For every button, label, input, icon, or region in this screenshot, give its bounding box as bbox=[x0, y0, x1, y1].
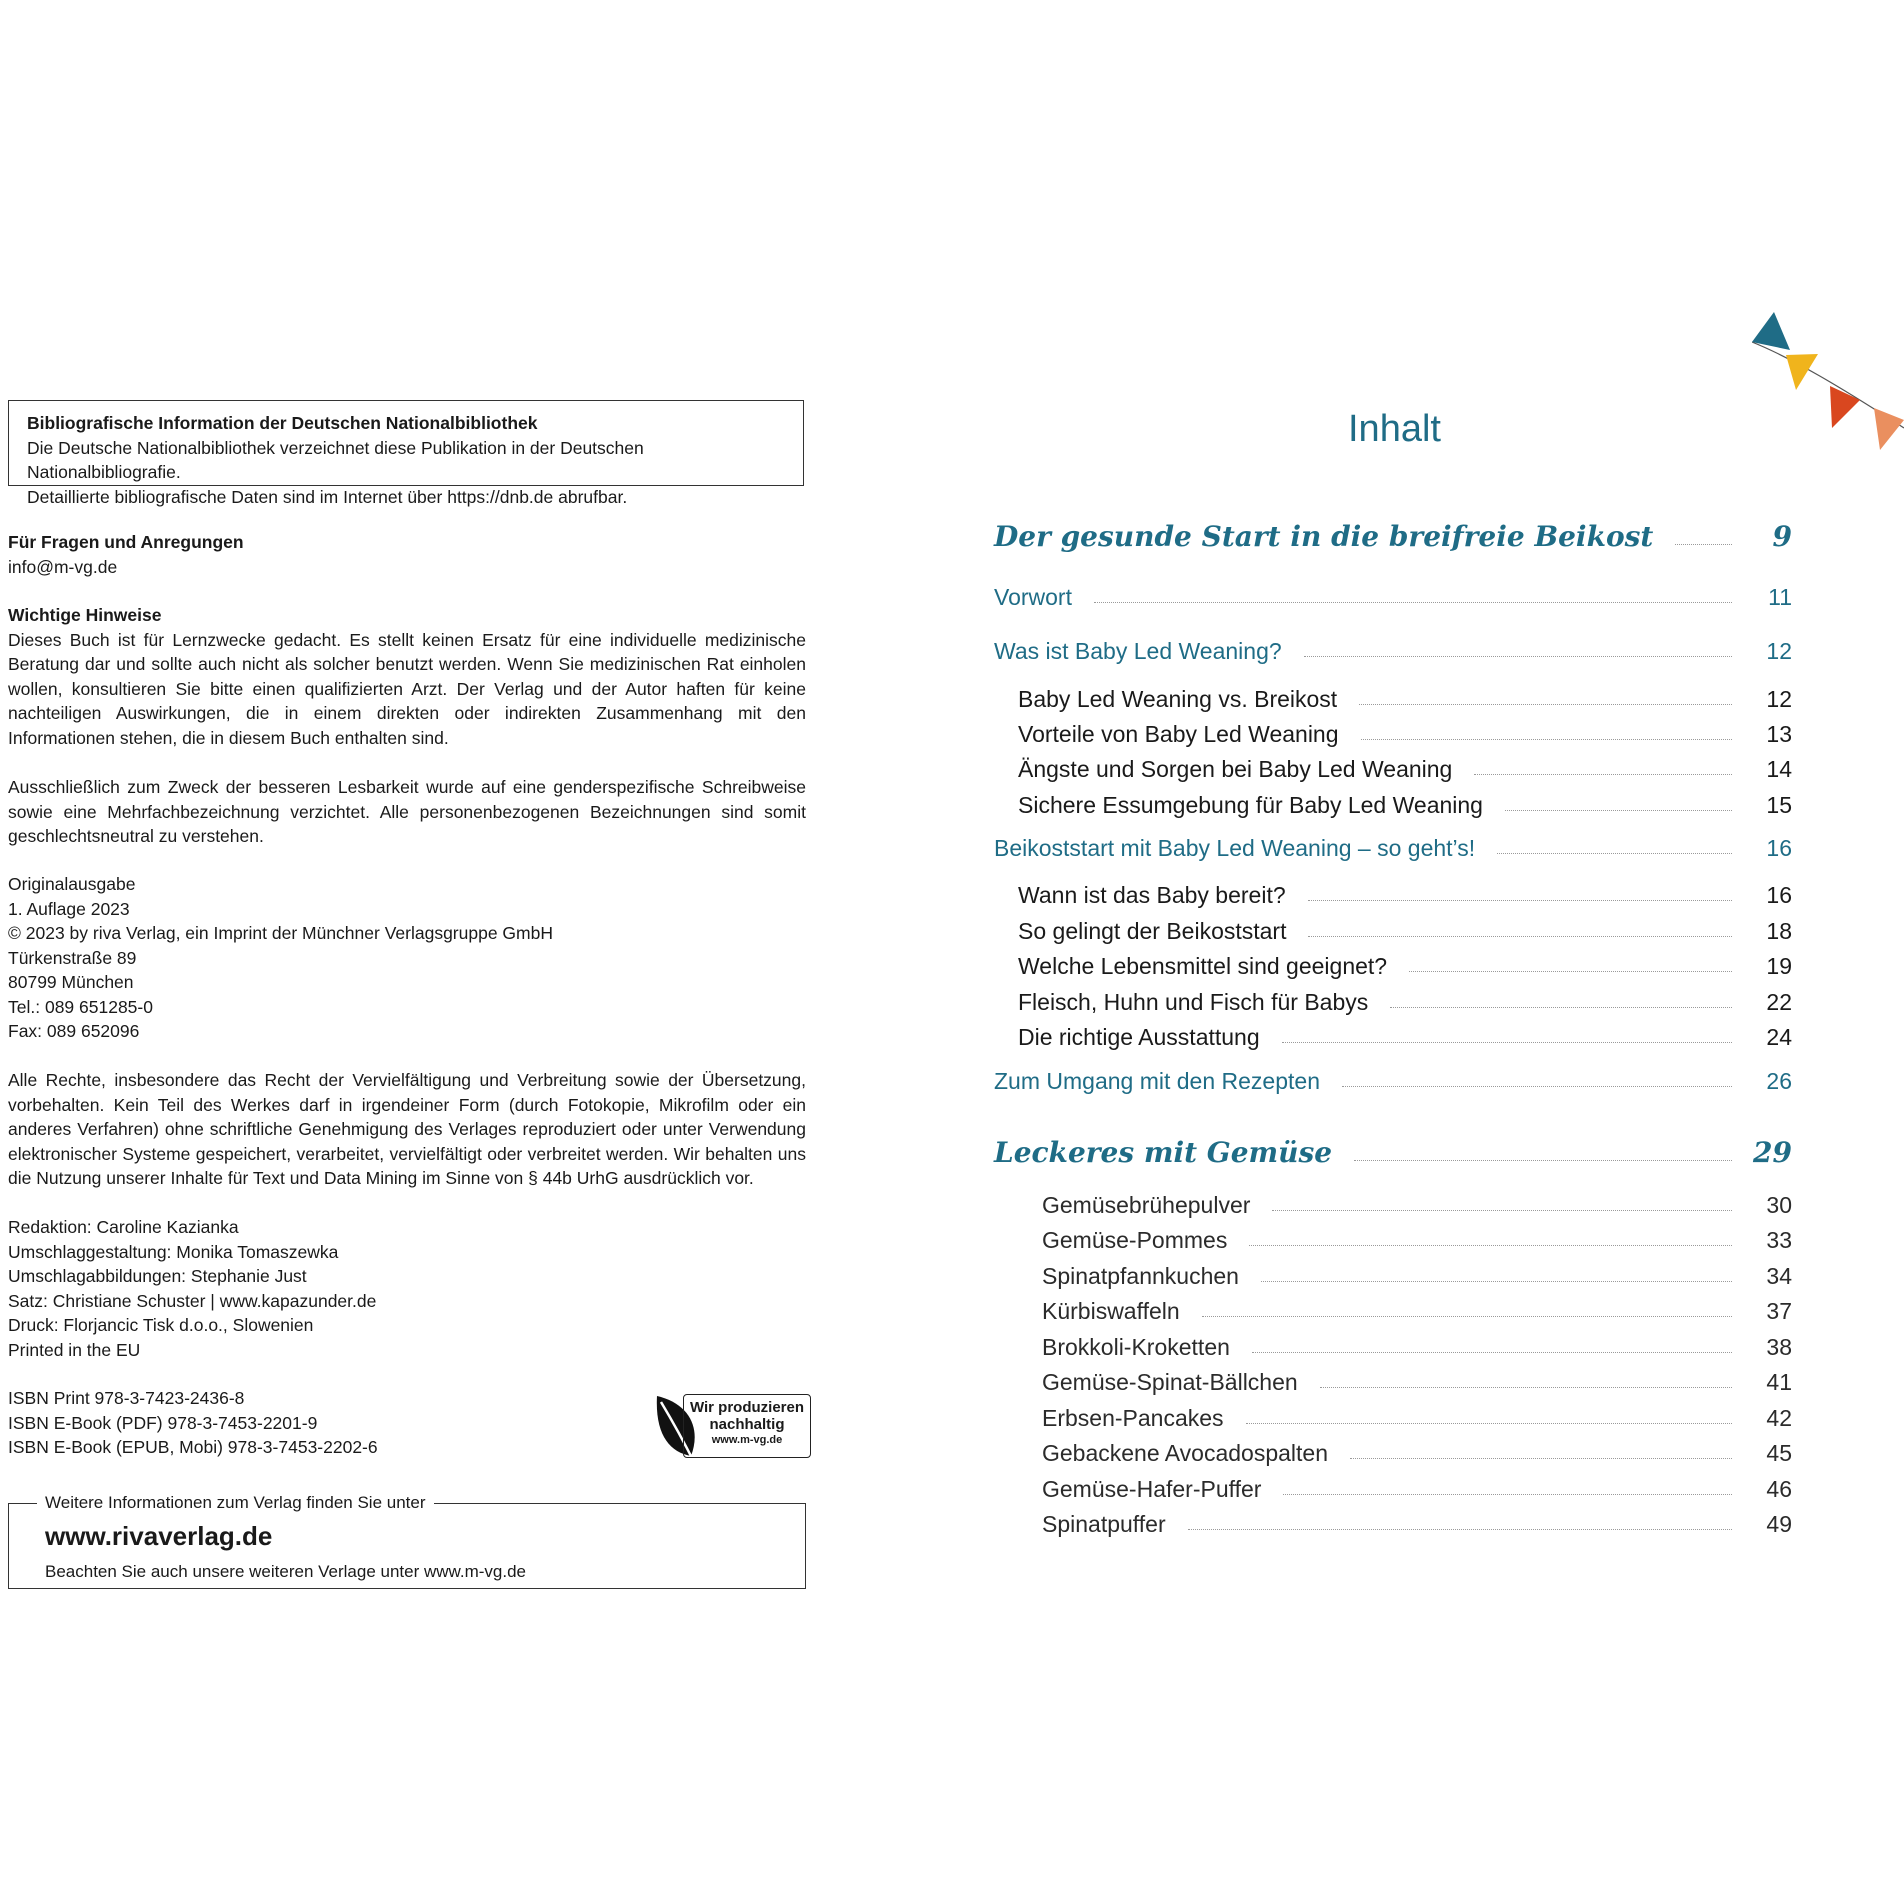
toc-subsection[interactable] bbox=[1018, 721, 1792, 748]
toc-recipe[interactable] bbox=[1042, 1298, 1792, 1325]
copyright-line: © 2023 by riva Verlag, ein Imprint der Münchner Verlagsgruppe GmbH bbox=[8, 923, 553, 943]
badge-frame bbox=[683, 1394, 811, 1458]
dot-leader bbox=[1350, 1458, 1732, 1459]
toc-page: 49 bbox=[1766, 1511, 1792, 1537]
toc-label: Wann ist das Baby bereit? bbox=[1018, 882, 1286, 908]
toc-label: Welche Lebensmittel sind geeignet? bbox=[1018, 953, 1388, 979]
dot-leader bbox=[1282, 1042, 1732, 1043]
toc-page: 16 bbox=[1766, 882, 1792, 908]
notes-block bbox=[8, 603, 806, 750]
badge-line-1: Wir produzieren bbox=[689, 1399, 805, 1416]
badge-line-3: www.m-vg.de bbox=[711, 1434, 783, 1446]
toc-recipe[interactable] bbox=[1042, 1476, 1792, 1503]
toc-label: Erbsen-Pancakes bbox=[1042, 1405, 1224, 1431]
notes-text: Dieses Buch ist für Lernzwecke gedacht. Es stellt keinen Ersatz für eine individuelle medizinische Beratung dar und sollte auch nicht als solcher benutzt werden. Wenn Sie medizinischen Rat einholen wollen, konsultieren Sie bitte einen qualifizierten Arzt. Der Verlag und der Autor haften für keine nachteiligen Auswirkungen, die in einem direkten oder indirekten Zusammenhang mit den Informationen stehen, die in diesem Buch enthalten sind. bbox=[8, 629, 806, 748]
credit-line: Printed in the EU bbox=[8, 1339, 141, 1360]
toc-subsection[interactable] bbox=[1018, 756, 1792, 783]
dot-leader bbox=[1409, 971, 1732, 972]
toc-page: 11 bbox=[1768, 584, 1792, 610]
toc-page: 42 bbox=[1766, 1405, 1792, 1431]
toc-page: 41 bbox=[1766, 1369, 1792, 1395]
address-street: Türkenstraße 89 bbox=[8, 947, 137, 968]
dot-leader bbox=[1320, 1387, 1732, 1388]
toc-page: 26 bbox=[1766, 1068, 1792, 1094]
toc-page: 14 bbox=[1766, 756, 1792, 782]
toc-recipe[interactable] bbox=[1042, 1369, 1792, 1396]
credit-line: Druck: Florjancic Tisk d.o.o., Slowenien bbox=[8, 1315, 314, 1335]
toc-subsection[interactable] bbox=[1018, 1024, 1792, 1051]
toc-label: Gemüse-Pommes bbox=[1042, 1227, 1228, 1253]
toc-page: 12 bbox=[1766, 638, 1792, 664]
toc-label: Der gesunde Start in die breifreie Beikost bbox=[994, 520, 1654, 553]
toc-label: Kürbiswaffeln bbox=[1042, 1298, 1180, 1324]
toc-section[interactable] bbox=[994, 638, 1792, 665]
dnb-line-1: Die Deutsche Nationalbibliothek verzeichnet diese Publikation in der Deutschen Nationalbibliografie. bbox=[27, 437, 644, 482]
toc-label: So gelingt der Beikoststart bbox=[1018, 918, 1287, 944]
toc-page: 29 bbox=[1753, 1136, 1792, 1169]
toc-label: Gebackene Avocadospalten bbox=[1042, 1440, 1329, 1466]
edition-block bbox=[8, 872, 806, 1044]
credit-line: Umschlagabbildungen: Stephanie Just bbox=[8, 1266, 307, 1286]
badge-line-2: nachhaltig bbox=[709, 1416, 785, 1433]
toc-subsection[interactable] bbox=[1018, 918, 1792, 945]
toc-label: Baby Led Weaning vs. Breikost bbox=[1018, 686, 1338, 712]
toc-chapter[interactable] bbox=[994, 520, 1792, 553]
dot-leader bbox=[1308, 900, 1732, 901]
dot-leader bbox=[1505, 810, 1732, 811]
toc-label: Fleisch, Huhn und Fisch für Babys bbox=[1018, 989, 1369, 1015]
dot-leader bbox=[1361, 739, 1732, 740]
toc-subsection[interactable] bbox=[1018, 686, 1792, 713]
toc-page: 19 bbox=[1766, 953, 1792, 979]
credit-line: Umschlaggestaltung: Monika Tomaszewka bbox=[8, 1241, 339, 1262]
toc-label: Gemüsebrühepulver bbox=[1042, 1192, 1251, 1218]
toc-page: 16 bbox=[1766, 835, 1792, 861]
toc-recipe[interactable] bbox=[1042, 1334, 1792, 1361]
dot-leader bbox=[1094, 602, 1732, 603]
toc-section[interactable] bbox=[994, 584, 1792, 611]
toc-subsection[interactable] bbox=[1018, 792, 1792, 819]
toc-page: 37 bbox=[1766, 1298, 1792, 1324]
toc-page: 45 bbox=[1766, 1440, 1792, 1466]
toc-recipe[interactable] bbox=[1042, 1192, 1792, 1219]
pennant-4 bbox=[1874, 408, 1904, 450]
dot-leader bbox=[1249, 1245, 1732, 1246]
dot-leader bbox=[1272, 1210, 1732, 1211]
dot-leader bbox=[1261, 1281, 1732, 1282]
toc-label: Gemüse-Hafer-Puffer bbox=[1042, 1476, 1262, 1502]
dot-leader bbox=[1188, 1529, 1732, 1530]
toc-subsection[interactable] bbox=[1018, 989, 1792, 1016]
toc-page: 9 bbox=[1772, 520, 1792, 553]
toc-label: Gemüse-Spinat-Bällchen bbox=[1042, 1369, 1298, 1395]
dot-leader bbox=[1246, 1423, 1732, 1424]
toc-recipe[interactable] bbox=[1042, 1511, 1792, 1538]
toc-label: Die richtige Ausstattung bbox=[1018, 1024, 1260, 1050]
toc-recipe[interactable] bbox=[1042, 1440, 1792, 1467]
dnb-title: Bibliografische Information der Deutschen Nationalbibliothek bbox=[27, 413, 538, 433]
toc-section[interactable] bbox=[994, 835, 1792, 862]
dot-leader bbox=[1359, 704, 1732, 705]
toc-section[interactable] bbox=[994, 1068, 1792, 1095]
toc-label: Was ist Baby Led Weaning? bbox=[994, 638, 1282, 664]
toc-label: Vorwort bbox=[994, 584, 1072, 610]
dot-leader bbox=[1354, 1160, 1732, 1161]
phone: Tel.: 089 651285-0 bbox=[8, 996, 153, 1017]
dot-leader bbox=[1304, 656, 1732, 657]
dot-leader bbox=[1252, 1352, 1732, 1353]
toc-subsection[interactable] bbox=[1018, 953, 1792, 980]
edition-line: Originalausgabe bbox=[8, 874, 136, 894]
dot-leader bbox=[1497, 853, 1732, 854]
contact-heading: Für Fragen und Anregungen bbox=[8, 532, 244, 552]
toc-label: Spinatpfannkuchen bbox=[1042, 1263, 1239, 1289]
toc-recipe[interactable] bbox=[1042, 1263, 1792, 1290]
isbn-line: ISBN Print 978-3-7423-2436-8 bbox=[8, 1388, 245, 1408]
edition-line: 1. Auflage 2023 bbox=[8, 898, 130, 919]
isbn-line: ISBN E-Book (PDF) 978-3-7453-2201-9 bbox=[8, 1412, 318, 1433]
dot-leader bbox=[1283, 1494, 1732, 1495]
pennant-3 bbox=[1830, 386, 1860, 428]
credit-line: Redaktion: Caroline Kazianka bbox=[8, 1217, 239, 1237]
toc-page: 15 bbox=[1766, 792, 1792, 818]
web-note: Beachten Sie auch unsere weiteren Verlage unter www.m-vg.de bbox=[45, 1562, 526, 1581]
toc-subsection[interactable] bbox=[1018, 882, 1792, 909]
address-city: 80799 München bbox=[8, 972, 134, 992]
dot-leader bbox=[1308, 936, 1732, 937]
toc-label: Ängste und Sorgen bei Baby Led Weaning bbox=[1018, 756, 1453, 782]
dot-leader bbox=[1474, 774, 1732, 775]
toc-page: 22 bbox=[1766, 989, 1792, 1015]
isbn-line: ISBN E-Book (EPUB, Mobi) 978-3-7453-2202-6 bbox=[8, 1437, 378, 1457]
notes-heading: Wichtige Hinweise bbox=[8, 605, 162, 625]
toc-page: 12 bbox=[1766, 686, 1792, 712]
fax: Fax: 089 652096 bbox=[8, 1021, 140, 1041]
credits-block bbox=[8, 1215, 806, 1362]
gender-note: Ausschließlich zum Zweck der besseren Lesbarkeit wurde auf eine genderspezifische Schreibweise sowie eine Mehrfachbezeichnung verzichtet. Alle personenbezogenen Bezeichnungen sind somit geschlechtsneutral zu verstehen. bbox=[8, 777, 806, 846]
toc-label: Brokkoli-Kroketten bbox=[1042, 1334, 1230, 1360]
dnb-line-2: Detaillierte bibliografische Daten sind im Internet über https://dnb.de abrufbar. bbox=[27, 486, 628, 507]
toc-page: 34 bbox=[1766, 1263, 1792, 1289]
dot-leader bbox=[1675, 544, 1732, 545]
toc-page: 18 bbox=[1766, 918, 1792, 944]
web-legend: Weitere Informationen zum Verlag finden Sie unter bbox=[37, 1491, 434, 1516]
rights-text: Alle Rechte, insbesondere das Recht der Vervielfältigung und Verbreitung sowie der Übersetzung, vorbehalten. Kein Teil des Werkes darf in irgendeiner Form (durch Fotokopie, Mikrofilm oder ein anderes Verfahren) ohne schriftliche Genehmigung des Verlages reproduziert oder unter Verwendung elektronischer Systeme gespeichert, verarbeitet, vervielfältigt oder verbreitet werden. Wir behalten uns die Nutzung unserer Inhalte für Text und Data Mining im Sinne von § 44b UrhG ausdrücklich vor. bbox=[8, 1070, 806, 1188]
contact-email: info@m-vg.de bbox=[8, 556, 118, 577]
toc-label: Zum Umgang mit den Rezepten bbox=[994, 1068, 1320, 1094]
dnb-info-box bbox=[8, 400, 804, 507]
toc-page: 24 bbox=[1766, 1024, 1792, 1050]
toc-title: Inhalt bbox=[1348, 408, 1441, 450]
bunting-decoration bbox=[1752, 308, 1904, 458]
dot-leader bbox=[1390, 1007, 1732, 1008]
dot-leader bbox=[1202, 1316, 1732, 1317]
toc-recipe[interactable] bbox=[1042, 1405, 1792, 1432]
toc-chapter[interactable] bbox=[994, 1136, 1792, 1169]
toc-page: 30 bbox=[1766, 1192, 1792, 1218]
toc-page: 33 bbox=[1766, 1227, 1792, 1253]
toc-label: Sichere Essumgebung für Baby Led Weaning bbox=[1018, 792, 1483, 818]
toc-label: Leckeres mit Gemüse bbox=[994, 1136, 1333, 1169]
toc-label: Vorteile von Baby Led Weaning bbox=[1018, 721, 1339, 747]
toc-label: Beikoststart mit Baby Led Weaning – so geht’s! bbox=[994, 835, 1476, 861]
credit-line: Satz: Christiane Schuster | www.kapazunder.de bbox=[8, 1290, 377, 1311]
toc-page: 38 bbox=[1766, 1334, 1792, 1360]
publisher-url[interactable]: www.rivaverlag.de bbox=[45, 1521, 273, 1551]
toc-page: 46 bbox=[1766, 1476, 1792, 1502]
publisher-web-box bbox=[8, 1493, 806, 1589]
toc-page: 13 bbox=[1766, 721, 1792, 747]
toc-recipe[interactable] bbox=[1042, 1227, 1792, 1254]
sustainability-badge bbox=[651, 1390, 813, 1462]
contact-block bbox=[8, 530, 806, 579]
toc-label: Spinatpuffer bbox=[1042, 1511, 1166, 1537]
dot-leader bbox=[1342, 1086, 1732, 1087]
